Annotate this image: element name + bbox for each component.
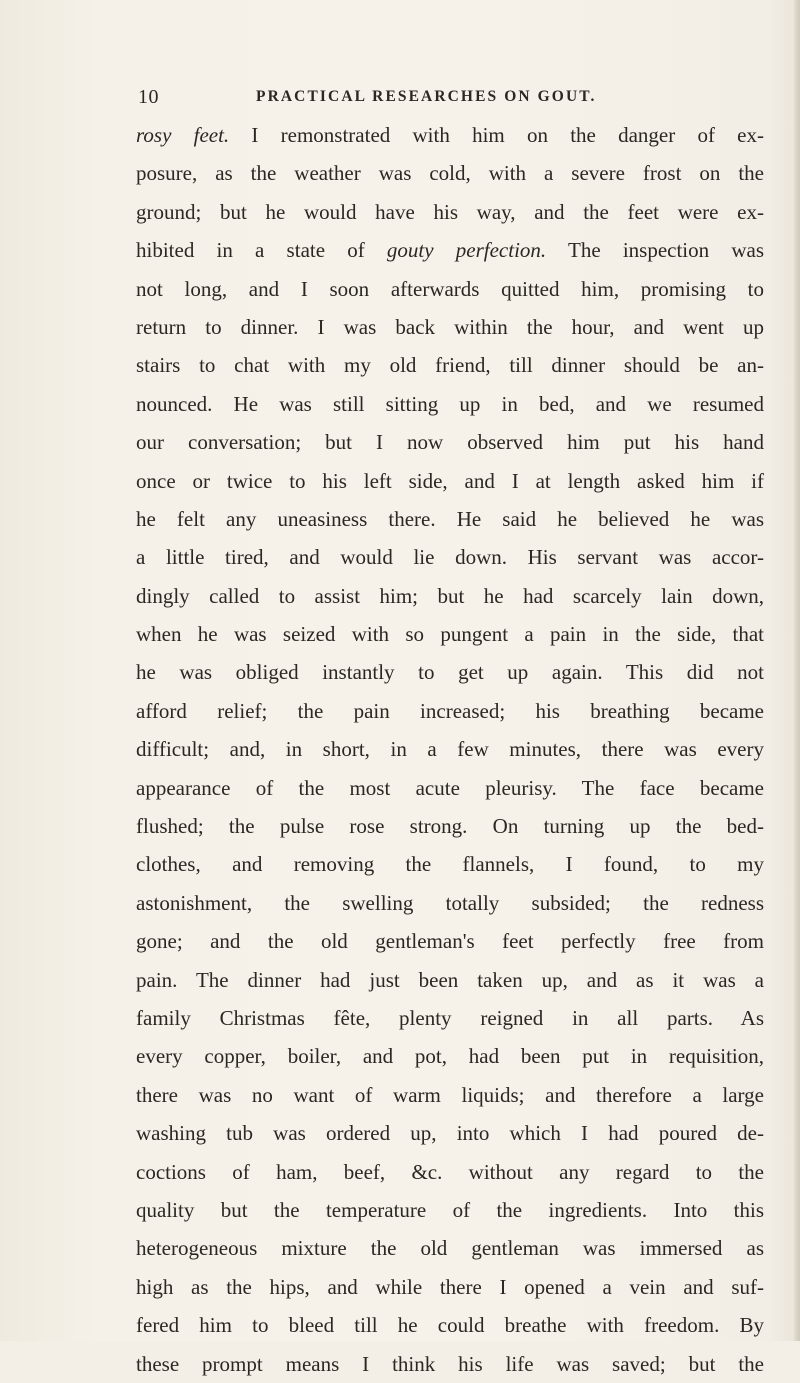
- text-line: difficult; and, in short, in a few minutes, there was every: [136, 737, 764, 762]
- page-header: [138, 86, 758, 116]
- page-number: 10: [138, 86, 159, 108]
- text-line: clothes, and removing the flannels, I found, to my: [136, 852, 764, 877]
- italic-phrase: rosy feet.: [136, 123, 230, 147]
- text-line: these prompt means I think his life was saved; but the: [136, 1351, 764, 1376]
- text-line: quality but the temperature of the ingredients. Into this: [136, 1197, 764, 1222]
- text-segment: I remonstrated with him on the danger of ex-: [229, 123, 764, 147]
- text-line: afford relief; the pain increased; his breathing became: [136, 698, 764, 723]
- text-line: heterogeneous mixture the old gentleman was immersed as: [136, 1236, 764, 1261]
- text-line: pain. The dinner had just been taken up, and as it was a: [136, 967, 764, 992]
- text-line: return to dinner. I was back within the hour, and went up: [136, 314, 764, 339]
- italic-phrase: gouty perfection.: [386, 238, 547, 263]
- text-line: once or twice to his left side, and I at length asked him if: [136, 468, 764, 493]
- text-line: not long, and I soon afterwards quitted him, promising to: [136, 276, 764, 301]
- page-edge: [794, 0, 800, 1341]
- text-segment: hibited in a state of: [136, 238, 387, 263]
- text-line: dingly called to assist him; but he had scarcely lain down,: [136, 583, 764, 608]
- running-head: PRACTICAL RESEARCHES ON GOUT.: [256, 88, 597, 105]
- text-line: gone; and the old gentleman's feet perfectly free from: [136, 929, 764, 954]
- text-line: coctions of ham, beef, &c. without any regard to the: [136, 1159, 764, 1184]
- text-line: every copper, boiler, and pot, had been put in requisition,: [136, 1044, 764, 1069]
- text-line: there was no want of warm liquids; and therefore a large: [136, 1082, 764, 1107]
- text-line: a little tired, and would lie down. His servant was accor-: [136, 545, 764, 570]
- text-line: he was obliged instantly to get up again. This did not: [136, 660, 764, 685]
- text-line: when he was seized with so pungent a pain in the side, that: [136, 622, 764, 647]
- text-line: [136, 231, 764, 269]
- text-line: high as the hips, and while there I opened a vein and suf-: [136, 1274, 764, 1299]
- text-line: he felt any uneasiness there. He said he believed he was: [136, 506, 764, 531]
- text-line: stairs to chat with my old friend, till dinner should be an-: [136, 353, 764, 378]
- text-line: nounced. He was still sitting up in bed, and we resumed: [136, 391, 764, 416]
- text-segment: The inspection was: [546, 238, 764, 263]
- body-text: [136, 116, 764, 1383]
- text-line: family Christmas fête, plenty reigned in all parts. As: [136, 1005, 764, 1030]
- text-line: ground; but he would have his way, and the feet were ex-: [136, 199, 764, 224]
- text-line: astonishment, the swelling totally subsided; the redness: [136, 890, 764, 915]
- text-line: our conversation; but I now observed him put his hand: [136, 430, 764, 455]
- text-line: flushed; the pulse rose strong. On turning up the bed-: [136, 814, 764, 839]
- text-line: fered him to bleed till he could breathe with freedom. By: [136, 1313, 764, 1338]
- text-line: [136, 116, 764, 154]
- text-line: washing tub was ordered up, into which I had poured de-: [136, 1121, 764, 1146]
- text-line: appearance of the most acute pleurisy. The face became: [136, 775, 764, 800]
- text-line: posure, as the weather was cold, with a severe frost on the: [136, 161, 764, 186]
